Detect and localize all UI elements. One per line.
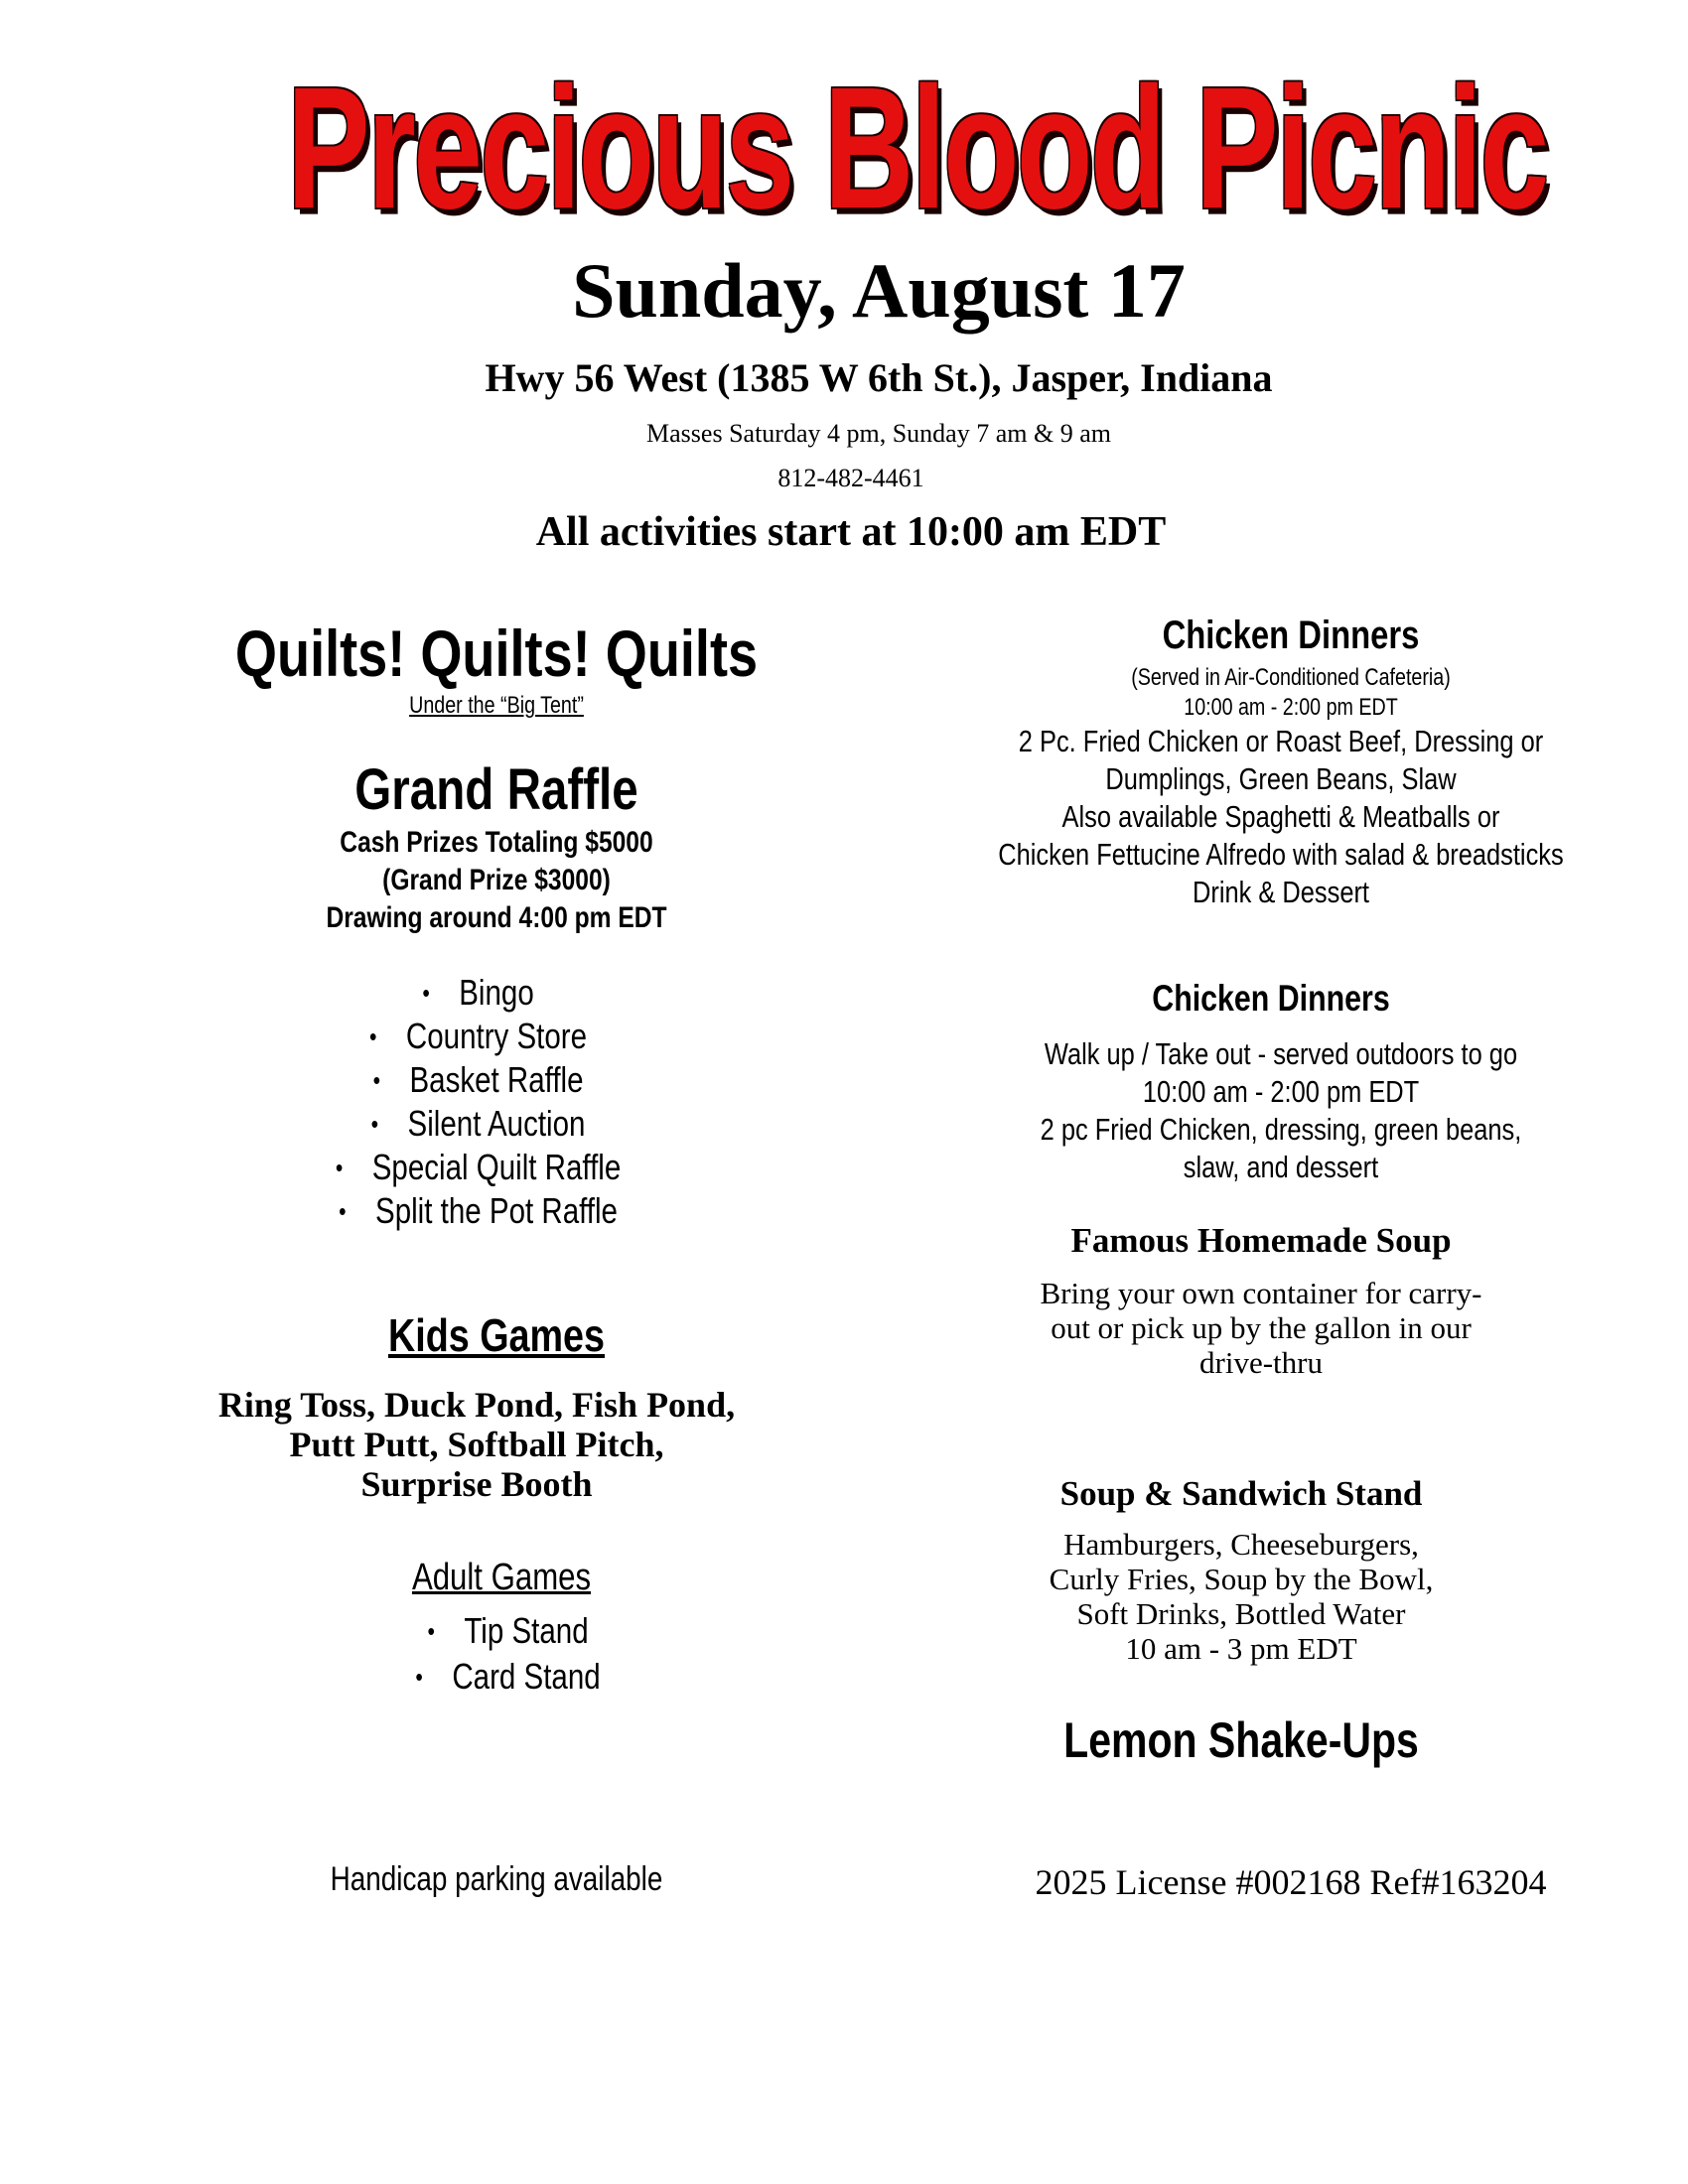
takeout-dinners-menu xyxy=(923,1035,1638,1186)
list-item: • Special Quilt Raffle xyxy=(372,1146,622,1189)
menu-line: Curly Fries, Soup by the Bowl, xyxy=(1049,1562,1434,1596)
license-number: 2025 License #002168 Ref#163204 xyxy=(1035,1862,1547,1902)
raffle-line: Cash Prizes Totaling $5000 xyxy=(340,826,653,859)
chicken-dinners-note xyxy=(943,663,1638,723)
menu-line: Soft Drinks, Bottled Water xyxy=(1076,1596,1406,1631)
note-line: (Served in Air-Conditioned Cafeteria) xyxy=(1131,664,1451,691)
kids-games-list xyxy=(119,1385,834,1504)
menu-line: 10:00 am - 2:00 pm EDT xyxy=(1142,1074,1420,1109)
page-title: Precious Blood Picnic xyxy=(287,51,1547,245)
menu-line: 2 Pc. Fried Chicken or Roast Beef, Dressing or xyxy=(1018,724,1544,758)
menu-line: Hamburgers, Cheeseburgers, xyxy=(1063,1527,1419,1562)
adult-games-list xyxy=(328,1608,725,1700)
grand-raffle-heading: Grand Raffle xyxy=(354,757,638,822)
menu-line: slaw, and dessert xyxy=(1183,1150,1379,1184)
sandwich-stand-menu xyxy=(894,1527,1589,1666)
menu-line: Walk up / Take out - served outdoors to go xyxy=(1044,1036,1518,1071)
menu-line: Drink & Dessert xyxy=(1193,875,1369,909)
activities-list xyxy=(298,971,695,1233)
menu-line: 10 am - 3 pm EDT xyxy=(1125,1631,1357,1666)
raffle-line: (Grand Prize $3000) xyxy=(382,864,611,896)
event-address: Hwy 56 West (1385 W 6th St.), Jasper, Indiana xyxy=(485,355,1273,400)
kids-line: Putt Putt, Softball Pitch, xyxy=(289,1425,664,1464)
mass-times: Masses Saturday 4 pm, Sunday 7 am & 9 am xyxy=(646,419,1111,448)
kids-line: Surprise Booth xyxy=(360,1464,593,1504)
kids-line: Ring Toss, Duck Pond, Fish Pond, xyxy=(217,1385,736,1425)
sandwich-stand-heading: Soup & Sandwich Stand xyxy=(1059,1474,1423,1513)
menu-line: Dumplings, Green Beans, Slaw xyxy=(1105,761,1457,796)
list-item: • Split the Pot Raffle xyxy=(375,1189,618,1233)
menu-line: Also available Spaghetti & Meatballs or xyxy=(1061,799,1500,834)
chicken-dinners-menu xyxy=(874,723,1688,911)
adult-games-heading: Adult Games xyxy=(411,1557,592,1598)
grand-raffle-details xyxy=(149,824,844,937)
parking-note: Handicap parking available xyxy=(330,1860,663,1898)
list-item: • Country Store xyxy=(406,1015,587,1058)
kids-games-heading: Kids Games xyxy=(387,1309,606,1361)
quilts-note: Under the “Big Tent” xyxy=(409,692,584,719)
soup-details xyxy=(963,1276,1559,1380)
note-line: 10:00 am - 2:00 pm EDT xyxy=(1184,694,1398,721)
raffle-line: Drawing around 4:00 pm EDT xyxy=(326,901,667,934)
lemon-shakeups-heading: Lemon Shake-Ups xyxy=(1063,1712,1419,1768)
soup-line: Bring your own container for carry- xyxy=(1040,1276,1482,1310)
soup-line: out or pick up by the gallon in our xyxy=(1051,1310,1472,1345)
soup-line: drive-thru xyxy=(1199,1345,1323,1380)
takeout-dinners-heading: Chicken Dinners xyxy=(1152,978,1390,1019)
soup-heading: Famous Homemade Soup xyxy=(1070,1221,1452,1260)
list-item: • Tip Stand xyxy=(464,1608,588,1654)
list-item: • Basket Raffle xyxy=(409,1058,583,1102)
list-item: • Bingo xyxy=(459,971,534,1015)
start-time: All activities start at 10:00 am EDT xyxy=(535,509,1167,555)
event-date: Sunday, August 17 xyxy=(572,247,1186,334)
phone-number: 812-482-4461 xyxy=(777,464,924,492)
chicken-dinners-heading: Chicken Dinners xyxy=(1162,614,1420,657)
menu-line: 2 pc Fried Chicken, dressing, green beans, xyxy=(1040,1112,1522,1147)
quilts-heading: Quilts! Quilts! Quilts xyxy=(234,616,759,690)
list-item: • Silent Auction xyxy=(408,1102,586,1146)
list-item: • Card Stand xyxy=(452,1654,600,1700)
menu-line: Chicken Fettucine Alfredo with salad & breadsticks xyxy=(998,837,1564,872)
